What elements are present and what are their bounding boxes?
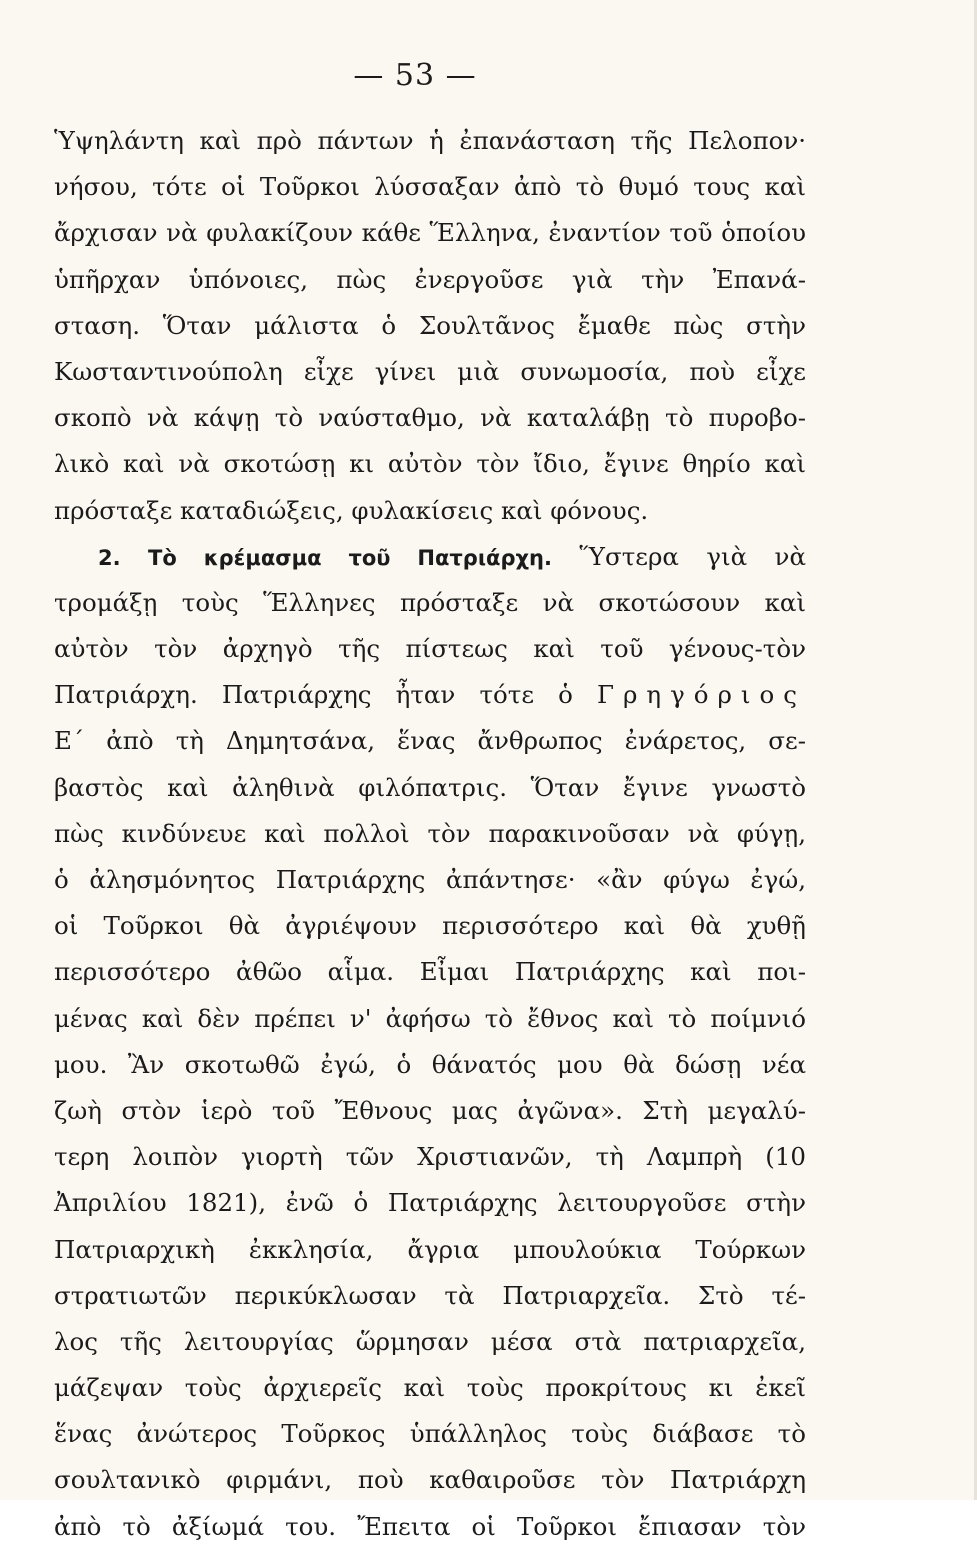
text-line: αὐτὸν τὸν ἀρχηγὸ τῆς πίστεως καὶ τοῦ γένους-τὸν (54, 634, 806, 664)
section-heading-rest: Ὕστερα γιὰ νὰ (579, 541, 806, 571)
text-line: μου. Ἂν σκοτωθῶ ἐγώ, ὁ θάνατός μου θὰ δώσῃ νέα (54, 1049, 806, 1079)
text-line: Ὑψηλάντη καὶ πρὸ πάντων ἡ ἐπανάσταση τῆς Πελοπον· (54, 126, 806, 155)
text-line: ἀπὸ τὸ ἀξίωμά του. Ἔπειτα οἱ Τοῦρκοι ἔπιασαν τὸν (54, 1511, 806, 1541)
text-line: Κωσταντινούπολη εἶχε γίνει μιὰ συνωμοσία, ποὺ εἶχε (54, 356, 806, 386)
text-line: Ἀπριλίου 1821), ἐνῶ ὁ Πατριάρχης λειτουργοῦσε στὴν (54, 1188, 806, 1218)
text-line: ὑπῆρχαν ὑπόνοιες, πὼς ἐνεργοῦσε γιὰ τὴν Ἐπανά- (54, 264, 806, 294)
text-line: μένας καὶ δὲν πρέπει ν' ἀφήσω τὸ ἔθνος καὶ τὸ ποίμνιό (54, 1003, 806, 1033)
text-line: σταση. Ὅταν μάλιστα ὁ Σουλτᾶνος ἔμαθε πὼς στὴν (54, 310, 806, 340)
text-line: πὼς κινδύνευε καὶ πολλοὶ τὸν παρακινοῦσαν νὰ φύγῃ, (54, 818, 806, 848)
text-line: τερη λοιπὸν γιορτὴ τῶν Χριστιανῶν, τὴ Λαμπρὴ (10 (54, 1142, 806, 1172)
text-line: ἄρχισαν νὰ φυλακίζουν κάθε Ἕλληνα, ἐναντίον τοῦ ὁποίου (54, 218, 806, 248)
text-line: ζωὴ στὸν ἱερὸ τοῦ Ἔθνους μας ἀγῶνα». Στὴ μεγαλύ- (54, 1095, 806, 1125)
text-line: τρομάξῃ τοὺς Ἕλληνες πρόσταξε νὰ σκοτώσουν καὶ (54, 587, 806, 617)
text-line: νήσου, τότε οἱ Τοῦρκοι λύσσαξαν ἀπὸ τὸ θυμό τους καὶ (54, 172, 806, 202)
patriarch-name: Γρηγόριος (597, 680, 806, 710)
text-line: περισσότερο ἀθῶο αἷμα. Εἶμαι Πατριάρχης καὶ ποι- (54, 957, 806, 987)
section-title: Τὸ κρέμασμα τοῦ Πατριάρχη. (148, 545, 552, 570)
text-line: στρατιωτῶν περικύκλωσαν τὰ Πατριαρχεῖα. Στὸ τέ- (54, 1280, 806, 1310)
text-line: Πατριαρχικὴ ἐκκλησία, ἄγρια μπουλούκια Τούρκων (54, 1234, 806, 1264)
name-line-text: Πατριάρχη. Πατριάρχης ἦταν τότε ὁ (54, 680, 573, 710)
section-heading-line (54, 534, 806, 580)
section-number: 2. (98, 545, 121, 570)
body-text (54, 118, 806, 1550)
text-line: σκοπὸ νὰ κάψῃ τὸ ναύσταθμο, νὰ καταλάβῃ τὸ πυροβο- (54, 403, 806, 433)
text-line: ὁ ἀλησμόνητος Πατριάρχης ἀπάντησε· «ἂν φύγω ἐγώ, (54, 865, 806, 894)
text-line: ἕνας ἀνώτερος Τοῦρκος ὑπάλληλος τοὺς διάβασε τὸ (54, 1419, 806, 1449)
text-line: Ε΄ ἀπὸ τὴ Δημητσάνα, ἕνας ἄνθρωπος ἐνάρετος, σε- (54, 726, 806, 756)
patriarch-name-line (54, 672, 806, 718)
text-line: μάζεψαν τοὺς ἀρχιερεῖς καὶ τοὺς προκρίτους κι ἐκεῖ (54, 1373, 806, 1403)
text-line: λικὸ καὶ νὰ σκοτώσῃ κι αὐτὸν τὸν ἴδιο, ἔγινε θηρίο καὶ (54, 449, 806, 479)
text-line: οἱ Τοῦρκοι θὰ ἀγριέψουν περισσότερο καὶ θὰ χυθῇ (54, 911, 806, 941)
text-line: πρόσταξε καταδιώξεις, φυλακίσεις καὶ φόνους. (54, 495, 649, 525)
text-line: βαστὸς καὶ ἀληθινὰ φιλόπατρις. Ὅταν ἔγινε γνωστὸ (54, 772, 806, 802)
text-line: σουλτανικὸ φιρμάνι, ποὺ καθαιροῦσε τὸν Πατριάρχη (54, 1465, 806, 1495)
page-number: — 53 — (353, 58, 477, 93)
text-line: λος τῆς λειτουργίας ὥρμησαν μέσα στὰ πατριαρχεῖα, (54, 1326, 806, 1356)
